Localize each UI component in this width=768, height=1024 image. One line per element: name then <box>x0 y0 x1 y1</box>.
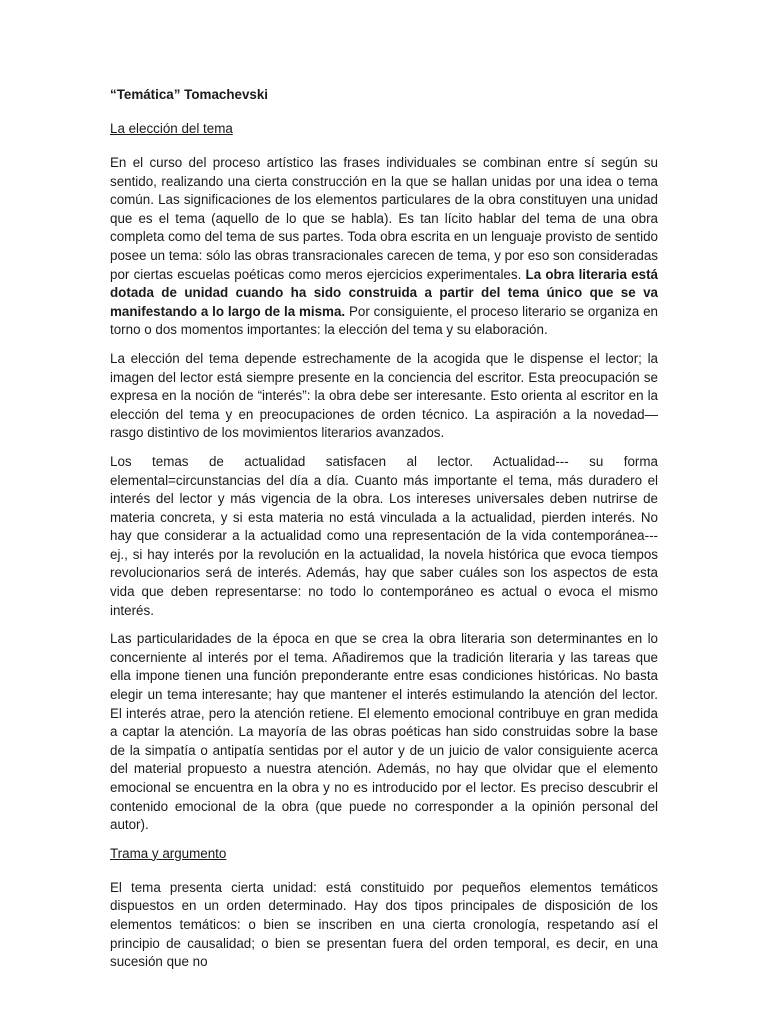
document-title: “Temática” Tomachevski <box>110 87 269 102</box>
paragraph-3: Los temas de actualidad satisfacen al lector. Actualidad--- su forma elemental=circunstancias del día a día. Cuanto más importante el tema, más duradero el interés del lector y más vigencia de la obra. Los intereses universales deben nutrirse de materia concreta, y si esta materia no está vinculada a la actualidad, pierden interés. No hay que considerar a la actualidad como una representación de la vida contemporánea--- ej., si hay interés por la revolución en la actualidad, la novela histórica que evoca tiempos revolucionarios será de interés. Además, hay que saber cuáles son los aspectos de esta vida que deben representarse: no todo lo contemporáneo es actual o evoca el mismo interés. <box>110 453 658 618</box>
section-heading-eleccion-del-tema: La elección del tema <box>110 121 233 136</box>
paragraph-1 <box>110 154 658 340</box>
paragraph-4: Las particularidades de la época en que se crea la obra literaria son determinantes en lo concerniente al interés por el tema. Añadiremos que la tradición literaria y las tareas que ella impone tienen una función preponderante entre esas condiciones históricas. No basta elegir un tema interesante; hay que mantener el interés estimulando la atención del lector. El interés atrae, pero la atención retiene. El elemento emocional contribuye en gran medida a captar la atención. La mayoría de las obras poéticas han sido construidas sobre la base de la simpatía o antipatía sentidas por el autor y de un juicio de valor consiguiente acerca del material propuesto a nuestra atención. Además, no hay que olvidar que el elemento emocional se encuentra en la obra y no es introducido por el lector. Es preciso descubrir el contenido emocional de la obra (que puede no corresponder a la opinión personal del autor). <box>110 631 658 833</box>
paragraph-1-bold-text: La obra literaria está dotada de unidad cuando ha sido construida a partir del tema único que se va manifestando a lo largo de la misma. <box>110 266 658 319</box>
section-heading-trama-y-argumento: Trama y argumento <box>110 845 227 861</box>
paragraph-1-text-b: Por consiguiente, el proceso literario se organiza en torno o dos momentos importantes: la elección del tema y su elaboración. <box>110 303 658 338</box>
paragraph-2: La elección del tema depende estrechamente de la acogida que le dispense el lector; la imagen del lector está siempre presente en la conciencia del escritor. Esta preocupación se expresa en la noción de “interés”: la obra debe ser interesante. Esto orienta al escritor en la elección del tema y en preocupaciones de orden técnico. La aspiración a la novedad—rasgo distintivo de los movimientos literarios avanzados. <box>110 350 658 441</box>
paragraph-5: El tema presenta cierta unidad: está constituido por pequeños elementos temáticos dispuestos en un orden determinado. Hay dos tipos principales de disposición de los elementos temáticos: o bien se inscriben en una cierta cronología, respetando así el principio de causalidad; o bien se presentan fuera del orden temporal, es decir, en una sucesión que no <box>110 879 658 970</box>
paragraph-1-text-a: En el curso del proceso artístico las frases individuales se combinan entre sí según su sentido, realizando una cierta construcción en la que se hallan unidas por una idea o tema común. Las significaciones de los elementos particulares de la obra constituyen una unidad que es el tema (aquello de lo que se habla). Es tan lícito hablar del tema de una obra completa como del tema de sus partes. Toda obra escrita en un lenguaje provisto de sentido posee un tema: sólo las obras transracionales carecen de tema, y por eso son consideradas por ciertas escuelas poéticas como meros ejercicios experimentales. <box>110 155 658 282</box>
